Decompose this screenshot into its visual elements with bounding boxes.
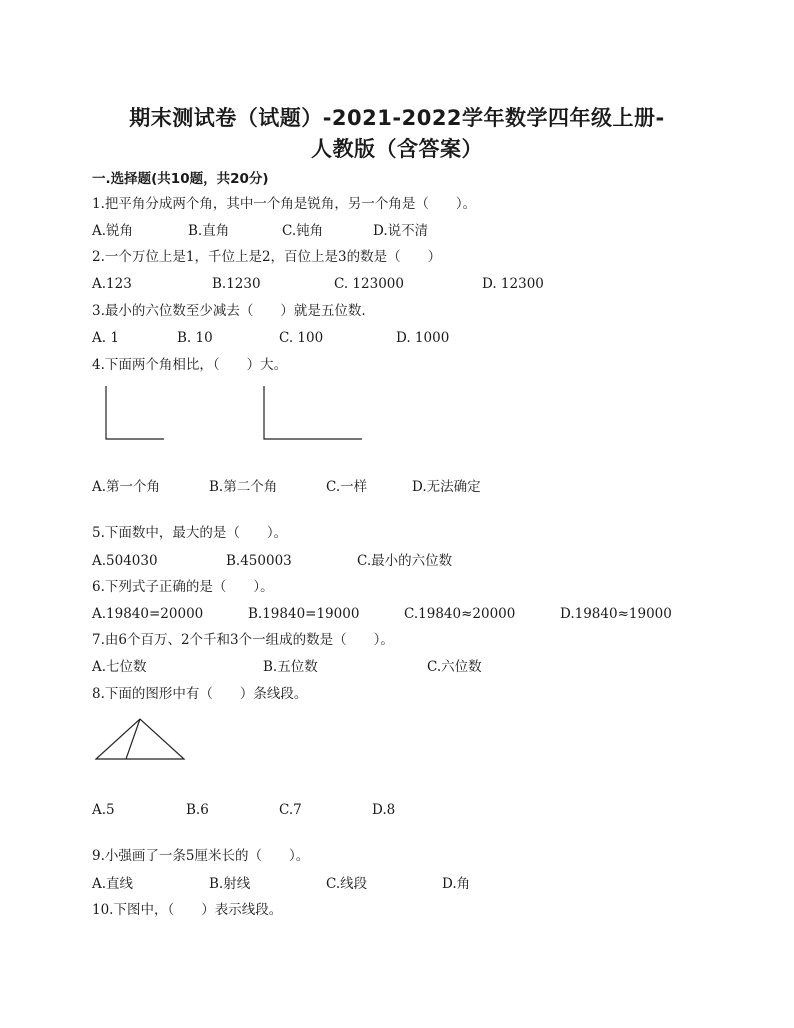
question-7-option-b: B.五位数 [263, 659, 318, 675]
question-4-option-b: B.第二个角 [209, 479, 278, 495]
question-3-stem: 3.最小的六位数至少减去（ ）就是五位数. [92, 303, 366, 319]
question-2-option-d: D. 12300 [482, 276, 544, 292]
document-title-line-1: 期末测试卷（试题）-2021-2022学年数学四年级上册- [129, 106, 665, 130]
question-2-option-b: B.1230 [212, 276, 261, 292]
question-6-option-c: C.19840≈20000 [404, 606, 516, 622]
question-4-option-a: A.第一个角 [92, 479, 161, 495]
question-2-option-c: C. 123000 [334, 276, 404, 292]
question-9-option-a: A.直线 [92, 876, 134, 892]
question-6-option-a: A.19840=20000 [92, 606, 204, 622]
question-1-stem: 1.把平角分成两个角，其中一个角是锐角，另一个角是（ ）。 [92, 196, 477, 212]
question-8-option-a: A.5 [92, 802, 115, 818]
question-1-option-c: C.钝角 [282, 223, 324, 239]
triangle-outline [96, 719, 184, 759]
question-1-option-b: B.直角 [188, 223, 230, 239]
question-6-option-d: D.19840≈19000 [560, 606, 672, 622]
question-3-option-b: B. 10 [177, 330, 213, 346]
question-5-option-b: B.450003 [226, 553, 292, 569]
question-2-option-a: A.123 [92, 276, 132, 292]
document-title-line-2: 人教版（含答案） [311, 137, 483, 161]
question-8-option-c: C.7 [279, 802, 302, 818]
question-9-option-c: C.线段 [326, 876, 368, 892]
question-1-option-d: D.说不清 [373, 223, 429, 239]
question-6-stem: 6.下列式子正确的是（ ）。 [92, 579, 274, 595]
question-7-option-a: A.七位数 [92, 659, 147, 675]
question-3-option-a: A. 1 [92, 330, 119, 346]
question-3-option-c: C. 100 [279, 330, 324, 346]
question-8-option-b: B.6 [186, 802, 209, 818]
question-8-option-d: D.8 [372, 802, 396, 818]
question-3-option-d: D. 1000 [396, 330, 450, 346]
question-2-stem: 2.一个万位上是1，千位上是2，百位上是3的数是（ ） [92, 249, 442, 265]
question-8-stem: 8.下面的图形中有（ ）条线段。 [92, 686, 308, 702]
question-5-option-c: C.最小的六位数 [357, 553, 453, 569]
question-7-option-c: C.六位数 [427, 659, 482, 675]
question-10-stem: 10.下图中，（ ）表示线段。 [92, 902, 283, 918]
question-5-option-a: A.504030 [92, 553, 158, 569]
question-9-option-d: D.角 [442, 876, 471, 892]
question-4-option-c: C.一样 [326, 479, 368, 495]
question-6-option-b: B.19840=19000 [248, 606, 360, 622]
question-4-option-d: D.无法确定 [412, 479, 481, 495]
question-9-stem: 9.小强画了一条5厘米长的（ ）。 [92, 848, 310, 864]
question-7-stem: 7.由6个百万、2个千和3个一组成的数是（ ）。 [92, 632, 394, 648]
question-5-stem: 5.下面数中，最大的是（ ）。 [92, 525, 288, 541]
question-1-option-a: A.锐角 [92, 223, 134, 239]
question-4-stem: 4.下面两个角相比，（ ）大。 [92, 357, 288, 373]
section-heading: 一.选择题(共10题，共20分) [92, 171, 269, 187]
question-9-option-b: B.射线 [209, 876, 251, 892]
